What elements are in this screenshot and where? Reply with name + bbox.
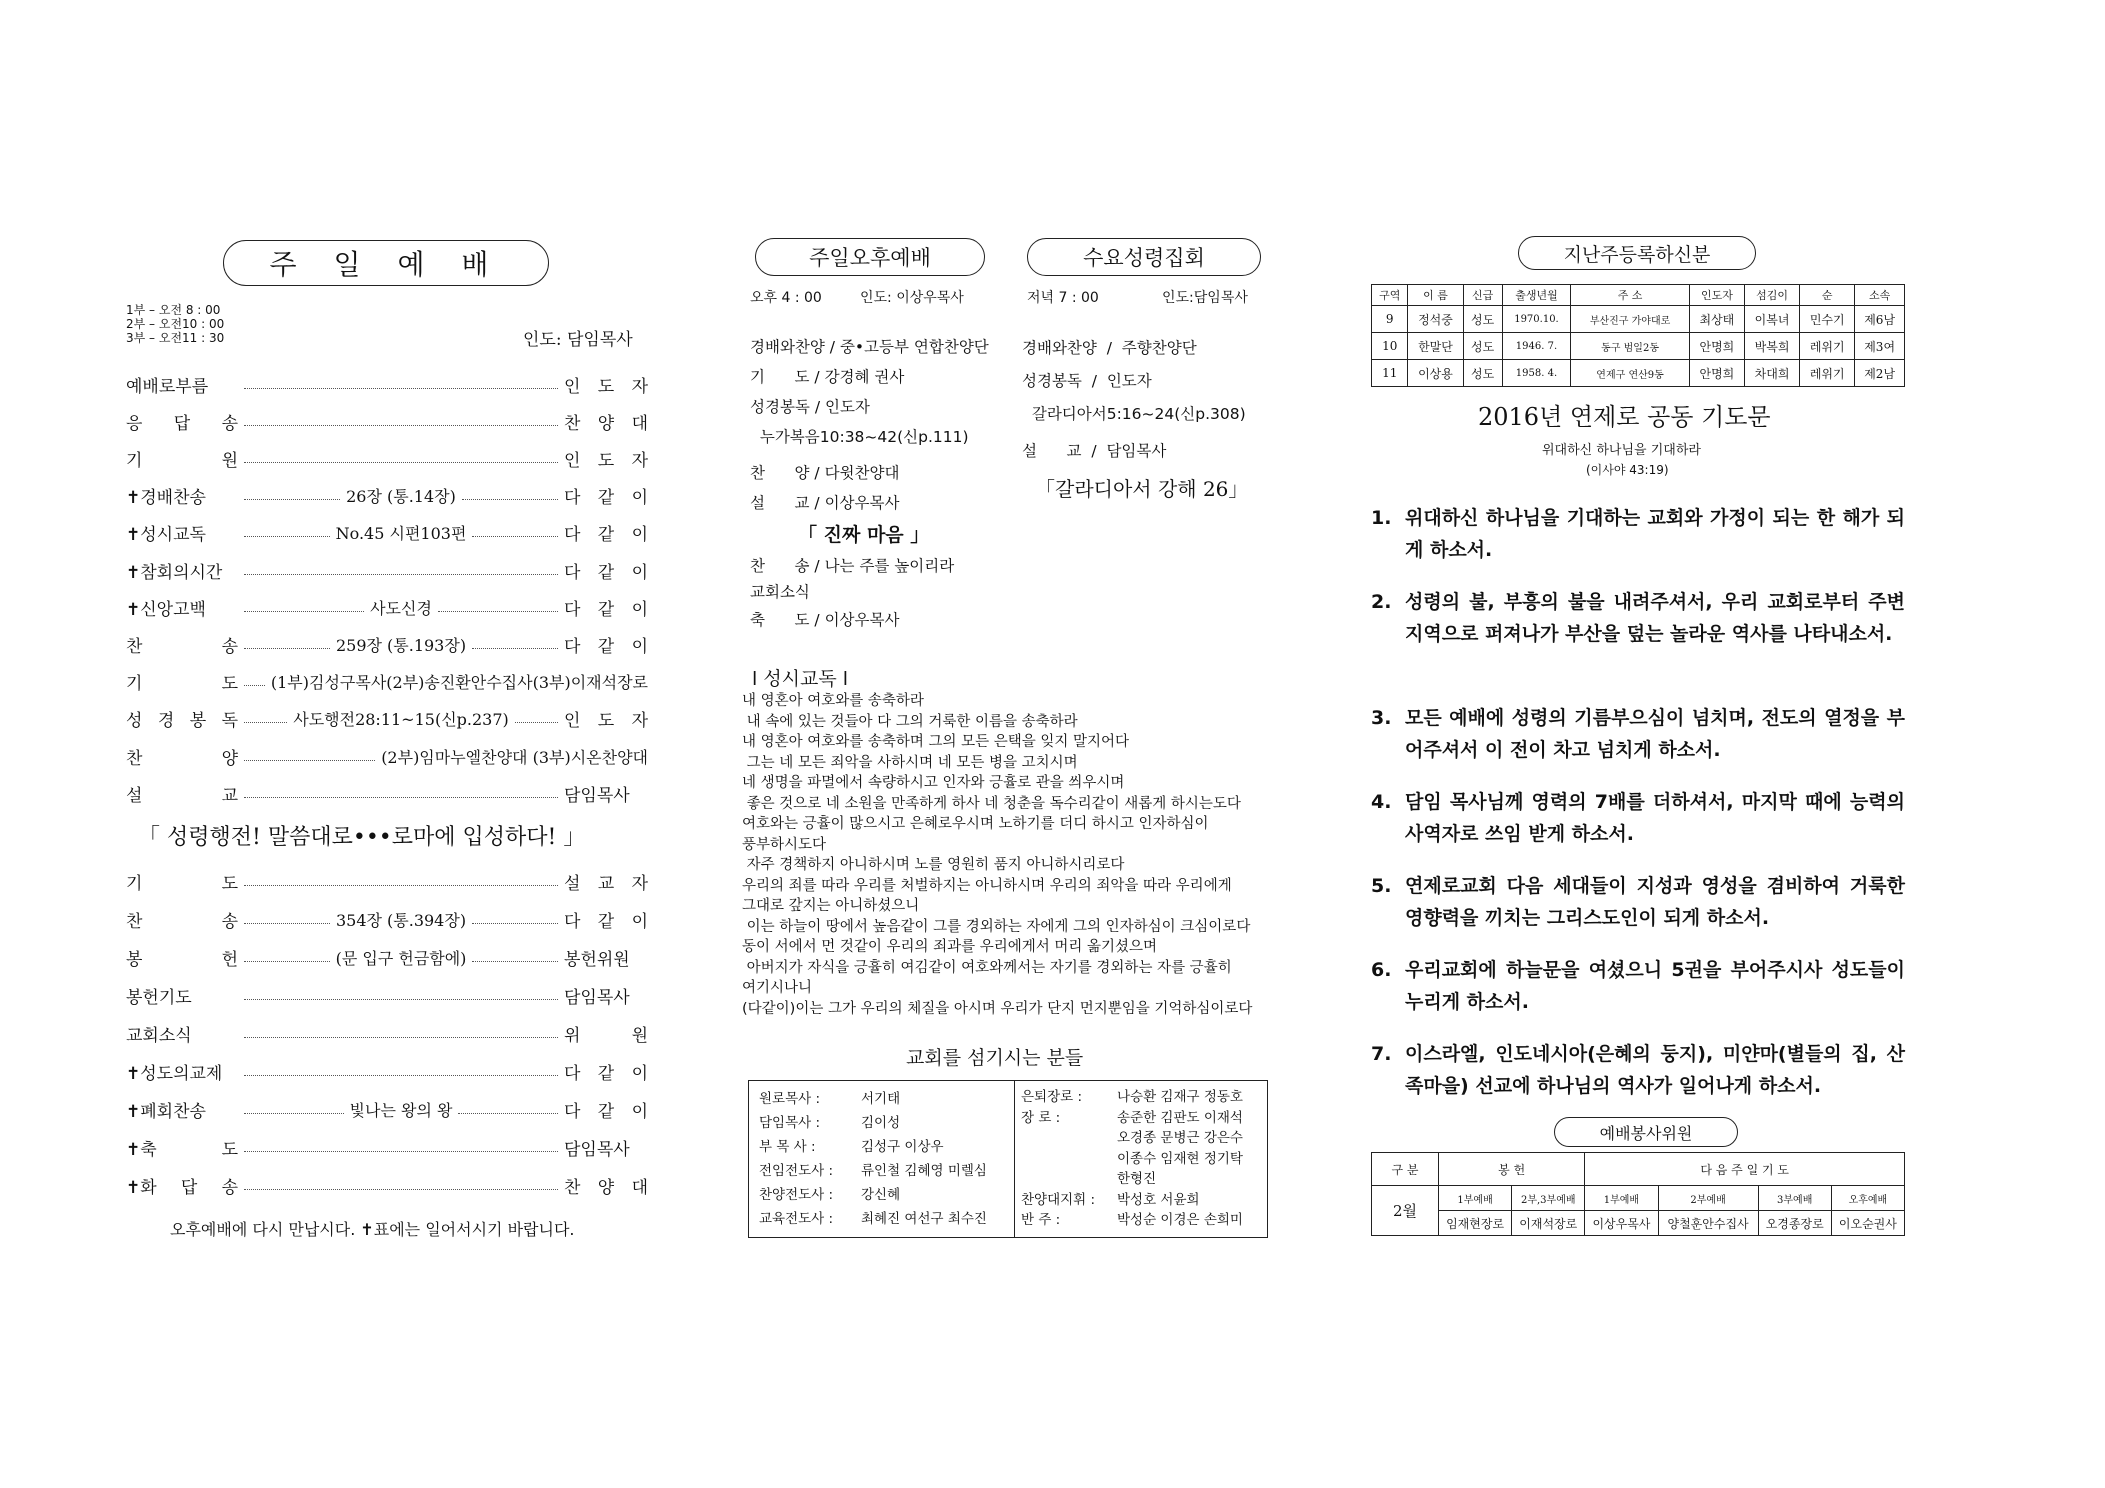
prayer-text: 담임 목사님께 영력의 7배를 더하셔서, 마지막 때에 능력의 사역자로 쓰임 받게 하소서. <box>1405 791 1905 845</box>
afternoon-program-2 <box>750 553 954 633</box>
staff-role: 담임목사 : <box>759 1115 821 1131</box>
prayer-text: 성령의 불, 부흥의 불을 내려주셔서, 우리 교회로부터 주변지역으로 퍼져나가 부산을 덮는 놀라운 역사를 나타내소서. <box>1405 591 1905 645</box>
staff-row <box>759 1183 987 1207</box>
newcomers-table <box>1371 284 1905 387</box>
prayer-number: 1. <box>1371 507 1392 529</box>
wednesday-program <box>1022 332 1246 468</box>
staff-right-list <box>1021 1087 1243 1231</box>
prayer-item <box>1371 586 1905 650</box>
dot-leader <box>244 1113 344 1114</box>
wednesday-line: 갈라디아서5:16~24(신p.308) <box>1022 405 1246 423</box>
order-person: 인 도 자 <box>564 376 648 397</box>
newcomers-cell: 안명희 <box>1689 333 1744 360</box>
reading-line: 좋은 것으로 네 소원을 만족하게 하사 네 청춘을 독수리같이 새롭게 하시는도다 <box>742 795 1241 812</box>
order-person: 인 도 자 <box>564 450 648 471</box>
left-footer-note: 오후예배에 다시 만납시다. ✝표에는 일어서시기 바랍니다. <box>170 1220 575 1239</box>
wednesday-leader: 인도:담임목사 <box>1162 290 1248 306</box>
dot-leader <box>244 425 558 426</box>
reading-line: 그는 네 모든 죄악을 사하시며 네 모든 병을 고치시며 <box>742 754 1078 771</box>
order-row <box>126 557 648 583</box>
sub-header: 1부예배 <box>1439 1186 1512 1211</box>
prayer-number: 2. <box>1371 591 1392 613</box>
service-staff-table <box>1371 1152 1905 1236</box>
newcomers-cell: 동구 범일2동 <box>1571 333 1690 360</box>
newcomers-cell: 1958. 4. <box>1502 360 1571 387</box>
order-label: 기 도 <box>126 873 238 894</box>
dot-leader <box>472 961 558 962</box>
prayer-subtitle: 위대하신 하나님을 기대하라 <box>1542 443 1701 458</box>
order-person: 다 같 이 <box>564 488 648 509</box>
order-label: 찬 송 <box>126 911 238 932</box>
prayer-number: 4. <box>1371 791 1392 813</box>
dot-leader <box>462 499 558 500</box>
newcomers-cell: 최상태 <box>1689 306 1744 333</box>
staff-row <box>1021 1169 1243 1190</box>
order-detail: 259장 (통.193장) <box>335 635 467 655</box>
responsive-reading-text <box>742 691 1292 1019</box>
newcomers-cell: 부산진구 가야대로 <box>1571 306 1690 333</box>
reading-line: 내 영혼아 여호와를 송축하며 그의 모든 은택을 잊지 말지어다 <box>742 734 1130 750</box>
afternoon-line: 기 도 / 강경혜 권사 <box>750 368 905 386</box>
newcomers-cell: 레위기 <box>1800 360 1855 387</box>
order-row <box>126 594 648 620</box>
staff-role <box>1021 1128 1117 1149</box>
order-person: 담임목사 <box>564 785 630 806</box>
order-row <box>126 631 648 657</box>
dot-leader <box>244 885 558 886</box>
staff-names: 이종수 임재현 정기탁 <box>1117 1150 1243 1167</box>
staff-name: 임재현장로 <box>1439 1211 1512 1236</box>
staff-row <box>759 1207 987 1231</box>
newcomers-cell: 제2남 <box>1855 360 1905 387</box>
afternoon-leader: 인도: 이상우목사 <box>860 290 964 306</box>
sunday-service-title: 주 일 예 배 <box>269 248 503 281</box>
staff-name: 양철훈안수집사 <box>1658 1211 1758 1236</box>
wednesday-service-title: 수요성령집회 <box>1083 246 1205 270</box>
dot-leader <box>458 1113 558 1114</box>
reading-line: 이는 하늘이 땅에서 높음같이 그를 경외하는 자에게 그의 인자하심이 크심이로다 <box>742 918 1251 935</box>
dot-leader <box>244 1037 558 1038</box>
sub-header: 2부,3부예배 <box>1512 1186 1585 1211</box>
order-label: ✝참회의시간 <box>126 562 223 583</box>
dot-leader <box>244 611 364 612</box>
order-label: 봉 헌 <box>126 949 238 970</box>
order-row <box>126 906 648 932</box>
prayer-item <box>1371 954 1905 1018</box>
order-person: 담임목사 <box>564 987 630 1008</box>
reading-line: 내 속에 있는 것들아 다 그의 거룩한 이름을 송축하라 <box>742 713 1078 730</box>
dot-leader <box>244 388 558 389</box>
newcomers-header-cell: 구역 <box>1372 285 1408 306</box>
prayer-number: 5. <box>1371 875 1392 897</box>
newcomers-cell: 이상용 <box>1408 360 1463 387</box>
staff-title: 교회를 섬기시는 분들 <box>906 1047 1084 1069</box>
staff-names: 최혜진 여선구 최수진 <box>861 1211 987 1227</box>
order-label: 교회소식 <box>126 1025 192 1046</box>
afternoon-service-title: 주일오후예배 <box>809 246 931 270</box>
staff-role: 반 주 : <box>1021 1212 1061 1228</box>
afternoon-line: 설 교 / 이상우목사 <box>750 494 900 512</box>
reading-line: 풍부하시도다 <box>742 836 827 853</box>
wednesday-service-title-box <box>1027 238 1261 276</box>
order-person: 봉헌위원 <box>564 949 630 970</box>
afternoon-line: 성경봉독 / 인도자 <box>750 398 870 416</box>
order-detail: (1부)김성구목사(2부)송진환안수집사(3부)이재석장로 <box>270 673 648 693</box>
reading-line: 내 영혼아 여호와를 송축하라 <box>742 693 924 709</box>
prayer-title: 2016년 연제로 공동 기도문 <box>1478 403 1771 431</box>
order-detail: 26장 (통.14장) <box>346 487 456 507</box>
service-staff-title-box <box>1554 1117 1738 1147</box>
sub-header: 3부예배 <box>1758 1186 1831 1211</box>
staff-row <box>1021 1149 1243 1170</box>
reading-line: (다같이)이는 그가 우리의 체질을 아시며 우리가 단지 먼지뿐임을 기억하심이로다 <box>742 1000 1253 1017</box>
order-person: 다 같 이 <box>564 599 649 620</box>
order-detail: 사도신경 <box>370 598 432 618</box>
newcomers-cell: 1946. 7. <box>1502 333 1571 360</box>
sub-header: 오후예배 <box>1831 1186 1904 1211</box>
staff-names: 강신혜 <box>861 1187 901 1203</box>
staff-role <box>1021 1149 1117 1170</box>
newcomers-cell: 9 <box>1372 306 1408 333</box>
staff-row <box>759 1159 987 1183</box>
order-label: 기 원 <box>126 450 238 471</box>
dot-leader <box>244 536 330 537</box>
order-row <box>126 1058 648 1084</box>
order-person: 다 같 이 <box>564 562 648 583</box>
newcomers-header-cell: 주 소 <box>1571 285 1690 306</box>
order-person: 다 같 이 <box>564 1063 648 1084</box>
staff-row <box>1021 1108 1243 1129</box>
newcomers-header-row <box>1372 285 1905 306</box>
service-time-3: 3부 – 오전11 : 30 <box>126 331 225 345</box>
order-detail: No.45 시편103편 <box>335 524 467 544</box>
staff-role: 찬양대지휘 : <box>1021 1191 1096 1208</box>
order-label: 봉헌기도 <box>126 987 192 1008</box>
staff-names: 박성순 이경은 손희미 <box>1117 1212 1243 1228</box>
staff-row <box>759 1087 987 1111</box>
col-next-prayer: 다 음 주 일 기 도 <box>1585 1153 1905 1186</box>
newcomers-cell: 11 <box>1372 360 1408 387</box>
staff-names: 류인철 김혜영 미렐심 <box>861 1163 987 1179</box>
reading-line: 아버지가 자식을 긍휼히 여김같이 여호와께서는 자기를 경외하는 자를 긍휼히 <box>742 959 1232 976</box>
staff-role: 교육전도사 : <box>759 1211 834 1227</box>
newcomers-header-cell: 이 름 <box>1408 285 1463 306</box>
order-row <box>126 706 648 732</box>
order-label: 찬 양 <box>126 748 238 769</box>
dot-leader <box>244 923 330 924</box>
order-detail: (문 입구 헌금함에) <box>335 948 467 968</box>
dot-leader <box>244 999 558 1000</box>
dot-leader <box>244 1189 558 1190</box>
reading-line: 네 생명을 파멸에서 속량하시고 인자와 긍휼로 관을 씌우시며 <box>742 775 1125 791</box>
newcomers-cell: 1970.10. <box>1502 306 1571 333</box>
staff-role: 원로목사 : <box>759 1091 821 1107</box>
prayer-number: 7. <box>1371 1043 1392 1065</box>
order-row <box>126 371 648 397</box>
prayer-number: 3. <box>1371 707 1392 729</box>
newcomers-header-cell: 순 <box>1800 285 1855 306</box>
staff-role: 장 로 : <box>1021 1109 1061 1126</box>
order-person: 찬 양 대 <box>564 413 648 434</box>
order-label: ✝폐회찬송 <box>126 1101 206 1122</box>
prayer-text: 모든 예배에 성령의 기름부으심이 넘치며, 전도의 열정을 부어주셔서 이 전이 차고 넘치게 하소서. <box>1405 707 1905 761</box>
wednesday-sermon: 「갈라디아서 강해 26」 <box>1035 477 1249 501</box>
order-row <box>126 520 648 546</box>
order-person: 찬 양 대 <box>564 1177 648 1198</box>
newcomers-title-box <box>1518 236 1756 270</box>
order-label: ✝축 도 <box>126 1139 238 1160</box>
order-person: 다 같 이 <box>564 636 649 657</box>
staff-row <box>1021 1210 1243 1231</box>
sub-header: 1부예배 <box>1585 1186 1658 1211</box>
staff-names: 한형진 <box>1117 1171 1157 1187</box>
prayer-number: 6. <box>1371 959 1392 981</box>
dot-leader <box>244 499 340 500</box>
dot-leader <box>244 961 330 962</box>
staff-name: 이재석장로 <box>1512 1211 1585 1236</box>
reading-line: 여기시나니 <box>742 980 813 996</box>
dot-leader <box>244 685 265 686</box>
newcomers-cell: 연제구 연산9동 <box>1571 360 1690 387</box>
dot-leader <box>244 462 558 463</box>
reading-line: 자주 경책하지 아니하시며 노를 영원히 품지 아니하시리로다 <box>742 857 1125 873</box>
reading-line: 동이 서에서 먼 것같이 우리의 죄과를 우리에게서 머리 옮기셨으며 <box>742 939 1158 955</box>
newcomers-header-cell: 신급 <box>1463 285 1502 306</box>
staff-divider <box>1014 1081 1015 1237</box>
order-label: ✝화 답 송 <box>126 1177 238 1198</box>
order-label: ✝성시교독 <box>126 525 206 546</box>
order-label: 찬 송 <box>126 636 238 657</box>
sermon-title: 「 성령행전! 말씀대로•••로마에 입성하다! 」 <box>138 825 586 850</box>
col-gubun: 구 분 <box>1372 1153 1439 1186</box>
dot-leader <box>472 536 558 537</box>
service-time-1: 1부 – 오전 8 : 00 <box>126 303 221 317</box>
newcomers-row <box>1372 306 1905 333</box>
newcomers-row <box>1372 333 1905 360</box>
order-row <box>126 483 648 509</box>
order-label: ✝성도의교제 <box>126 1063 223 1084</box>
newcomers-header-cell: 출생년월 <box>1502 285 1571 306</box>
order-row <box>126 780 648 806</box>
order-person: 설 교 자 <box>564 873 648 894</box>
dot-leader <box>244 722 287 723</box>
newcomers-cell: 레위기 <box>1800 333 1855 360</box>
order-label: 기 도 <box>126 674 238 695</box>
afternoon-line: 교회소식 <box>750 583 810 601</box>
newcomers-row <box>1372 360 1905 387</box>
staff-row <box>1021 1190 1243 1211</box>
service-leader: 인도: 담임목사 <box>523 330 633 350</box>
service-time-2: 2부 – 오전10 : 00 <box>126 317 225 331</box>
order-person: 담임목사 <box>564 1139 630 1160</box>
prayer-item <box>1371 786 1905 850</box>
staff-names: 오경종 문병근 강은수 <box>1117 1130 1243 1146</box>
staff-names: 서기태 <box>861 1091 901 1107</box>
staff-name: 오경종장로 <box>1758 1211 1831 1236</box>
order-label: 설 교 <box>126 785 238 806</box>
newcomers-cell: 성도 <box>1463 333 1502 360</box>
order-row <box>126 1096 648 1122</box>
afternoon-line: 축 도 / 이상우목사 <box>750 611 900 629</box>
prayer-text: 연제로교회 다음 세대들이 지성과 영성을 겸비하여 거룩한 영향력을 끼치는 그리스도인이 되게 하소서. <box>1405 875 1905 929</box>
staff-role: 전임전도사 : <box>759 1163 834 1179</box>
dot-leader <box>244 1151 558 1152</box>
order-person: 다 같 이 <box>564 525 649 546</box>
wednesday-line: 성경봉독 / 인도자 <box>1022 372 1152 390</box>
newcomers-cell: 제6남 <box>1855 306 1905 333</box>
order-row <box>126 743 648 769</box>
staff-role: 은퇴장로 : <box>1021 1089 1083 1105</box>
afternoon-line: 누가복음10:38~42(신p.111) <box>750 428 969 446</box>
order-row <box>126 1134 648 1160</box>
prayer-text: 위대하신 하나님을 기대하는 교회와 가정이 되는 한 해가 되게 하소서. <box>1405 507 1905 561</box>
prayer-item <box>1371 1038 1905 1102</box>
order-person: 위 원 <box>564 1025 648 1046</box>
newcomers-title: 지난주등록하신분 <box>1563 243 1711 266</box>
dot-leader <box>244 574 558 575</box>
newcomers-header-cell: 섬김이 <box>1744 285 1799 306</box>
order-row <box>126 669 648 695</box>
col-offering: 봉 헌 <box>1439 1153 1585 1186</box>
staff-left-list <box>759 1087 987 1231</box>
reading-line: 그대로 갚지는 아니하셨으니 <box>742 898 920 914</box>
order-detail: 사도행전28:11~15(신p.237) <box>293 710 509 730</box>
newcomers-cell: 안명희 <box>1689 360 1744 387</box>
order-detail: 빛나는 왕의 왕 <box>349 1100 453 1120</box>
order-person: 다 같 이 <box>564 911 649 932</box>
newcomers-cell: 10 <box>1372 333 1408 360</box>
wednesday-line: 경배와찬양 / 주향찬양단 <box>1022 339 1197 357</box>
prayer-item <box>1371 870 1905 934</box>
wednesday-time: 저녁 7 : 00 <box>1027 290 1099 306</box>
staff-row <box>759 1111 987 1135</box>
order-person: 인 도 자 <box>564 711 649 732</box>
afternoon-sermon: 「 진짜 마음 」 <box>798 524 930 546</box>
order-label: 성 경 봉 독 <box>126 711 238 732</box>
dot-leader <box>438 611 558 612</box>
staff-box <box>748 1080 1268 1238</box>
order-detail: (2부)임마누엘찬양대 (3부)시온찬양대 <box>381 747 648 767</box>
order-row <box>126 1020 648 1046</box>
sub-header: 2부예배 <box>1658 1186 1758 1211</box>
afternoon-line: 경배와찬양 / 중•고등부 연합찬양단 <box>750 338 989 356</box>
order-row <box>126 1172 648 1198</box>
staff-name: 이오순권사 <box>1831 1211 1904 1236</box>
newcomers-cell: 성도 <box>1463 306 1502 333</box>
newcomers-cell: 성도 <box>1463 360 1502 387</box>
newcomers-cell: 정석중 <box>1408 306 1463 333</box>
order-row <box>126 944 648 970</box>
prayer-item <box>1371 502 1905 566</box>
afternoon-line: 찬 양 / 다윗찬양대 <box>750 464 900 482</box>
order-row <box>126 982 648 1008</box>
staff-role: 부 목 사 : <box>759 1139 816 1155</box>
dot-leader <box>472 648 558 649</box>
staff-names: 김성구 이상우 <box>861 1139 944 1155</box>
service-times <box>126 303 224 345</box>
prayer-reference: (이사야 43:19) <box>1586 463 1669 477</box>
order-row <box>126 868 648 894</box>
staff-name: 이상우목사 <box>1585 1211 1658 1236</box>
responsive-reading-title: l 성시교독 l <box>752 668 849 690</box>
prayer-text: 우리교회에 하늘문을 여셨으니 5권을 부어주시사 성도들이 누리게 하소서. <box>1405 959 1905 1013</box>
staff-role: 찬양전도사 : <box>759 1187 834 1203</box>
service-staff-title: 예배봉사위원 <box>1599 1123 1693 1143</box>
reading-line: 우리의 죄를 따라 우리를 처벌하지는 아니하시며 우리의 죄악을 따라 우리에게 <box>742 877 1232 894</box>
staff-names: 박성호 서윤희 <box>1117 1191 1200 1208</box>
newcomers-cell: 민수기 <box>1800 306 1855 333</box>
newcomers-cell: 제3여 <box>1855 333 1905 360</box>
order-label: 응 답 송 <box>126 413 238 434</box>
newcomers-header-cell: 소속 <box>1855 285 1905 306</box>
order-detail: 354장 (통.394장) <box>335 910 467 930</box>
staff-names: 나승환 김재구 정동호 <box>1117 1089 1243 1105</box>
afternoon-service-title-box <box>755 238 985 276</box>
afternoon-program <box>750 332 989 518</box>
staff-names: 김이성 <box>861 1115 901 1131</box>
order-label: ✝신앙고백 <box>126 599 206 620</box>
newcomers-cell: 한말단 <box>1408 333 1463 360</box>
newcomers-cell: 이복녀 <box>1744 306 1799 333</box>
dot-leader <box>244 760 375 761</box>
newcomers-cell: 차대희 <box>1744 360 1799 387</box>
dot-leader <box>244 797 558 798</box>
order-row <box>126 408 648 434</box>
wednesday-line: 설 교 / 담임목사 <box>1022 442 1167 460</box>
afternoon-time: 오후 4 : 00 <box>750 290 822 306</box>
staff-row <box>1021 1128 1243 1149</box>
prayer-text: 이스라엘, 인도네시아(은혜의 둥지), 미얀마(별들의 집, 산족마을) 선교에 하나님의 역사가 일어나게 하소서. <box>1405 1043 1905 1097</box>
order-label: 예배로부름 <box>126 376 209 397</box>
dot-leader <box>244 1075 558 1076</box>
staff-row <box>759 1135 987 1159</box>
dot-leader <box>472 923 558 924</box>
order-person: 다 같 이 <box>564 1101 649 1122</box>
month-cell: 2월 <box>1372 1186 1439 1236</box>
newcomers-header-cell: 인도자 <box>1689 285 1744 306</box>
afternoon-line: 찬 송 / 나는 주를 높이리라 <box>750 557 955 575</box>
newcomers-cell: 박복희 <box>1744 333 1799 360</box>
order-label: ✝경배찬송 <box>126 488 206 509</box>
sunday-service-title-box <box>223 240 549 286</box>
prayer-item <box>1371 702 1905 766</box>
dot-leader <box>244 648 330 649</box>
staff-role <box>1021 1169 1117 1190</box>
order-row <box>126 445 648 471</box>
reading-line: 여호와는 긍휼이 많으시고 은혜로우시며 노하기를 더디 하시고 인자하심이 <box>742 816 1209 832</box>
staff-row <box>1021 1087 1243 1108</box>
dot-leader <box>515 722 558 723</box>
staff-names: 송준한 김판도 이재석 <box>1117 1109 1243 1126</box>
